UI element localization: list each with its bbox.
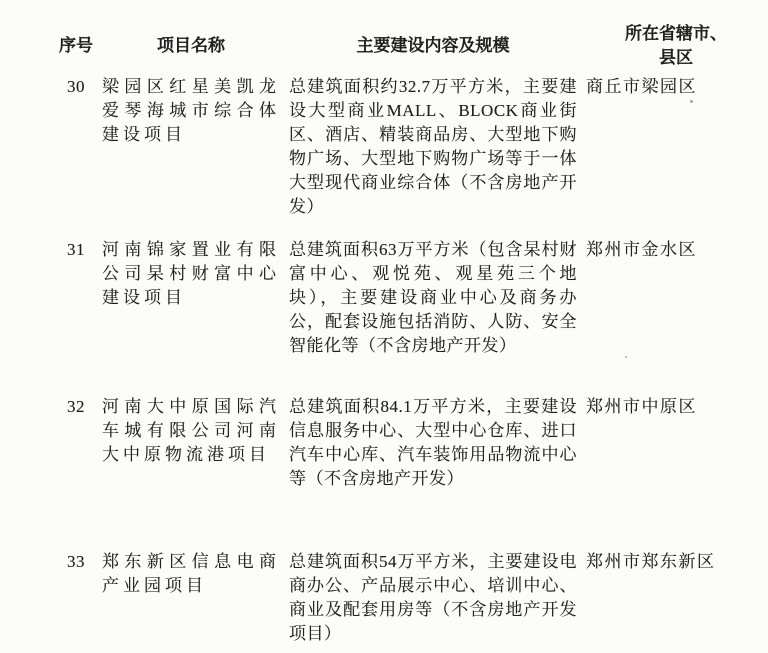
row-index: 30 <box>67 77 85 96</box>
project-location: 商丘市梁园区 <box>586 77 697 96</box>
scan-speck <box>690 100 693 103</box>
header-location-label: 所在省辖市、县区 <box>625 24 727 67</box>
project-name: 河南锦家置业有限公司杲村财富中心建设项目 <box>102 240 280 307</box>
table-row <box>56 238 768 395</box>
header-project-name: 项目名称 <box>157 36 225 55</box>
row-index: 32 <box>67 397 85 416</box>
scan-speck <box>625 356 627 358</box>
row-index: 33 <box>67 552 85 571</box>
project-description: 总建筑面积约32.7万平方米，主要建设大型商业MALL、BLOCK商业街区、酒店、精装商品房、大型地下购物广场、大型地下购物广场等于一体大型现代商业综合体（不含房地产开发） <box>289 77 577 216</box>
header-main-content: 主要建设内容及规模 <box>356 36 510 55</box>
table-row <box>56 75 768 238</box>
project-name: 郑东新区信息电商产业园项目 <box>102 552 280 595</box>
project-name: 梁园区红星美凯龙爱琴海城市综合体建设项目 <box>102 77 280 144</box>
header-index: 序号 <box>59 36 93 55</box>
table-header-row <box>56 22 768 70</box>
project-location: 郑州市中原区 <box>586 397 697 416</box>
row-index: 31 <box>67 240 85 259</box>
project-location: 郑州市金水区 <box>586 240 697 259</box>
project-location: 郑州市郑东新区 <box>586 552 716 571</box>
project-description: 总建筑面积54万平方米，主要建设电商办公、产品展示中心、培训中心、商业及配套用房等（不含房地产开发项目） <box>289 552 577 643</box>
project-description: 总建筑面积63万平方米（包含杲村财富中心、观悦苑、观星苑三个地块），主要建设商业中心及商务办公，配套设施包括消防、人防、安全智能化等（不含房地产开发） <box>289 240 577 355</box>
table-row <box>56 550 768 646</box>
project-description: 总建筑面积84.1万平方米，主要建设信息服务中心、大型中心仓库、进口汽车中心库、汽车装饰用品物流中心等（不含房地产开发） <box>289 397 577 488</box>
table-row <box>56 395 768 550</box>
scan-speck <box>205 103 207 105</box>
project-name: 河南大中原国际汽车城有限公司河南大中原物流港项目 <box>102 397 280 464</box>
header-location <box>586 22 766 70</box>
